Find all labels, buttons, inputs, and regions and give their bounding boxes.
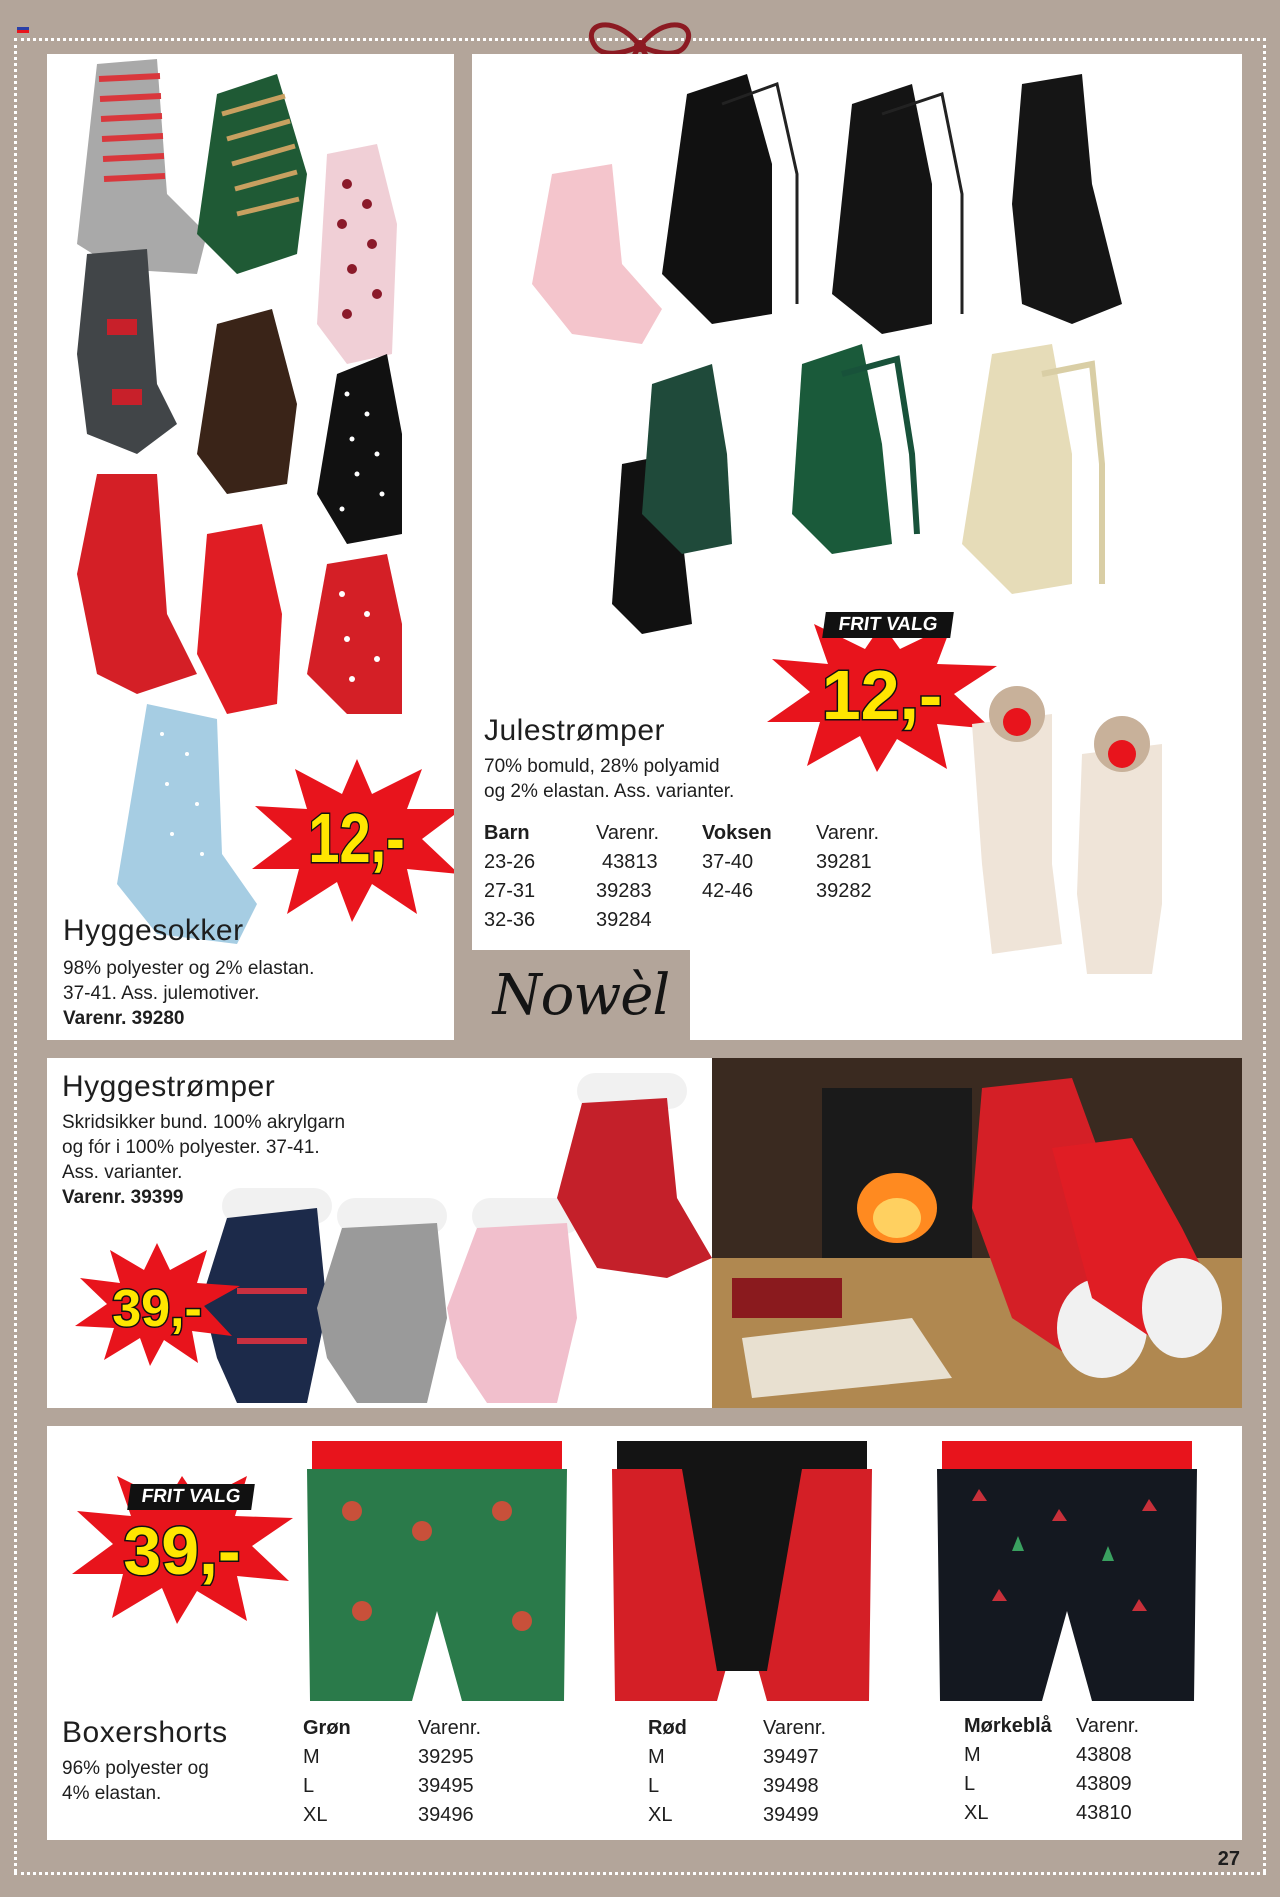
barn-header: Barn [484, 822, 530, 844]
boxershorts-green-table [303, 1714, 523, 1834]
border-right [1263, 38, 1266, 1872]
voksen-header: Voksen [702, 822, 772, 844]
barn-varenr-header: Varenr. [596, 822, 659, 844]
navy-color-label: Mørkeblå [964, 1715, 1052, 1737]
navy-varenr: 43808 [1076, 1744, 1132, 1766]
green-color-label: Grøn [303, 1717, 351, 1739]
navy-size: L [964, 1773, 976, 1795]
nowel-logo [472, 950, 690, 1040]
navy-size: XL [964, 1802, 989, 1824]
barn-varenr: 39283 [596, 880, 652, 902]
boxershorts-green [302, 1441, 572, 1711]
red-color-label: Rød [648, 1717, 687, 1739]
boxershorts-price: 39,- [123, 1513, 241, 1589]
barn-size: 27-31 [484, 880, 536, 902]
brand-name: Nowèl [492, 962, 670, 1028]
boxershorts-price-burst [67, 1456, 297, 1626]
border-left [14, 38, 17, 1872]
boxershorts-title: Boxershorts [62, 1716, 228, 1749]
navy-varenr-header: Varenr. [1076, 1715, 1139, 1737]
julestromper-desc-line2: og 2% elastan. Ass. varianter. [484, 781, 735, 802]
julestromper-price: 12,- [821, 656, 943, 734]
julestromper-sock-photos [512, 64, 1242, 644]
hyggesokker-title: Hyggesokker [63, 914, 244, 947]
navy-varenr: 43809 [1076, 1773, 1132, 1795]
hyggestromper-varenr: Varenr. 39399 [62, 1187, 184, 1208]
border-bottom [14, 1872, 1266, 1875]
red-size: M [648, 1746, 665, 1768]
hyggesokker-desc-line1: 98% polyester og 2% elastan. [63, 958, 315, 979]
hyggestromper-price: 39,- [112, 1280, 202, 1338]
red-varenr: 39498 [763, 1775, 819, 1797]
red-varenr-header: Varenr. [763, 1717, 826, 1739]
boxershorts-red-table [648, 1714, 868, 1834]
hyggesokker-sock-photos [57, 54, 454, 714]
green-varenr: 39496 [418, 1804, 474, 1826]
hyggesokker-varenr: Varenr. 39280 [63, 1008, 185, 1029]
red-varenr: 39497 [763, 1746, 819, 1768]
boxershorts-frit-valg-badge: FRIT VALG [127, 1484, 255, 1510]
julestromper-frit-valg-badge: FRIT VALG [822, 612, 954, 638]
hyggesokker-desc-line2: 37-41. Ass. julemotiver. [63, 983, 260, 1004]
page-number: 27 [1217, 1848, 1240, 1870]
hyggesokker-price: 12,- [308, 800, 405, 878]
boxershorts-description [62, 1756, 209, 1806]
hyggestromper-desc-line1: Skridsikker bund. 100% akrylgarn [62, 1112, 346, 1133]
green-size: XL [303, 1804, 328, 1826]
hyggesokker-price-burst [247, 754, 454, 924]
julestromper-description [484, 754, 734, 804]
red-size: XL [648, 1804, 673, 1826]
julestromper-size-table [484, 819, 904, 939]
navy-size: M [964, 1744, 981, 1766]
hyggestromper-panel [47, 1058, 1242, 1408]
voksen-size: 42-46 [702, 880, 754, 902]
hyggesokker-description [63, 956, 314, 1031]
red-varenr: 39499 [763, 1804, 819, 1826]
green-size: M [303, 1746, 320, 1768]
green-size: L [303, 1775, 315, 1797]
green-varenr-header: Varenr. [418, 1717, 481, 1739]
barn-varenr: 39284 [596, 909, 652, 931]
voksen-varenr: 39282 [816, 880, 872, 902]
hyggestromper-desc-line2: og fór i 100% polyester. 37-41. [62, 1137, 320, 1158]
voksen-varenr-header: Varenr. [816, 822, 879, 844]
boxershorts-desc-line1: 96% polyester og [62, 1758, 209, 1779]
hyggestromper-sock-photos [197, 1058, 717, 1408]
julestromper-title: Julestrømper [484, 714, 666, 747]
hyggestromper-price-burst [72, 1238, 242, 1368]
julestromper-desc-line1: 70% bomuld, 28% polyamid [484, 756, 720, 777]
voksen-size: 37-40 [702, 851, 754, 873]
voksen-varenr: 39281 [816, 851, 872, 873]
green-varenr: 39295 [418, 1746, 474, 1768]
barn-varenr: 43813 [602, 851, 658, 873]
red-size: L [648, 1775, 660, 1797]
boxershorts-navy [932, 1441, 1202, 1711]
hyggestromper-desc-line3: Ass. varianter. [62, 1162, 183, 1183]
flag-icon [17, 20, 29, 26]
barn-size: 32-36 [484, 909, 536, 931]
navy-varenr: 43810 [1076, 1802, 1132, 1824]
boxershorts-red [607, 1441, 877, 1711]
julestromper-panel [472, 54, 1242, 1040]
hyggesokker-panel [47, 54, 454, 1040]
boxershorts-desc-line2: 4% elastan. [62, 1783, 162, 1804]
boxershorts-panel [47, 1426, 1242, 1840]
julestromper-reindeer-sock-photo [962, 644, 1192, 984]
green-varenr: 39495 [418, 1775, 474, 1797]
boxershorts-navy-table [964, 1712, 1194, 1832]
fireplace-photo [712, 1058, 1242, 1408]
barn-size: 23-26 [484, 851, 536, 873]
hyggestromper-title: Hyggestrømper [62, 1070, 276, 1103]
